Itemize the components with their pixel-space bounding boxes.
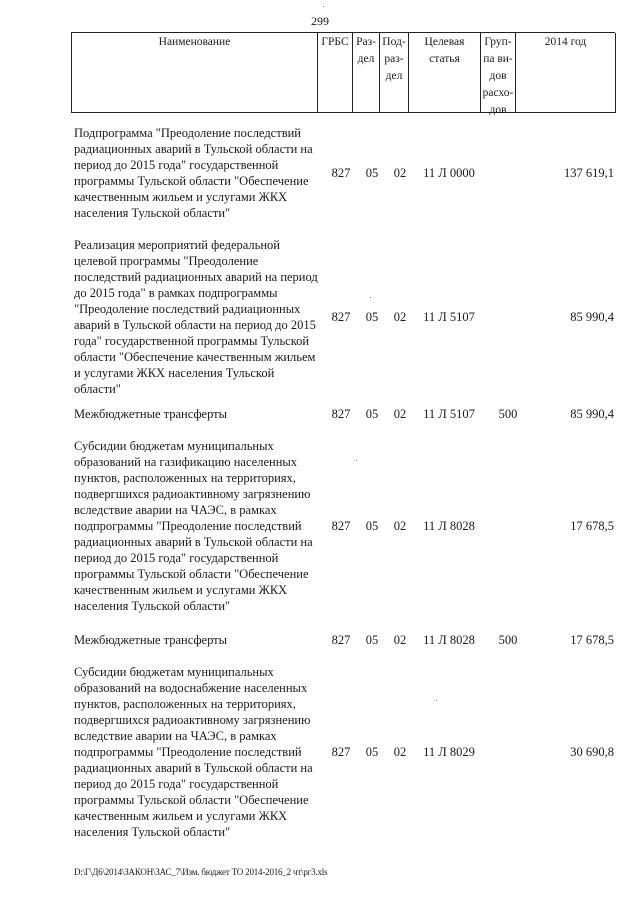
header-razdel: Раз- дел [353, 33, 380, 113]
row-grbs: 827 [331, 633, 351, 647]
row-grbs: 827 [331, 745, 351, 759]
row-podrazdel: 02 [393, 407, 407, 421]
row-razdel: 05 [365, 633, 379, 647]
row-name: Реализация мероприятий федеральной целевой программы "Преодоление последствий радиационных аварий на период до 2015 года" в рамках подпрограммы "Преодоление последствий радиационных аварий в Тульской области на период до 2015 года" государственной программы Тульской области "Обеспечение качественным жильем и услугами ЖКХ населения Тульской области" [74, 238, 318, 396]
row-razdel: 05 [365, 519, 379, 533]
scan-speck [370, 297, 371, 298]
row-sum: 85 990,4 [570, 407, 614, 421]
header-podrazdel: Под- раз- дел [380, 33, 409, 113]
row-sum: 30 690,8 [570, 745, 614, 759]
row-sum: 17 678,5 [570, 519, 614, 533]
header-gruppa: Груп- па ви- дов расхо- дов [481, 33, 516, 113]
row-name: Субсидии бюджетам муниципальных образований на газификацию населенных пунктов, расположенных на территориях, подвергшихся радиоактивному загрязнению вследствие аварии на ЧАЭС, в рамках подпрограммы "Преодоление последствий радиационных аварий в Тульской области на период до 2015 года" государственной программы Тульской области "Обеспечение качественным жильем и услугами ЖКХ населения Тульской области" [74, 439, 313, 613]
row-name: Межбюджетные трансферты [74, 407, 228, 421]
row-podrazdel: 02 [393, 745, 407, 759]
row-razdel: 05 [365, 310, 379, 324]
row-sum: 85 990,4 [570, 310, 614, 324]
row-name: Субсидии бюджетам муниципальных образований на водоснабжение населенных пунктов, расположенных на территориях, подвергшихся радиоактивному загрязнению вследствие аварии на ЧАЭС, в рамках подпрограммы "Преодоление последствий радиационных аварий в Тульской области на период до 2015 года" государственной программы Тульской области "Обеспечение качественным жильем и услугами ЖКХ населения Тульской области" [74, 665, 313, 839]
row-grbs: 827 [331, 407, 351, 421]
row-celevaya: 11 Л 8028 [423, 519, 475, 533]
row-podrazdel: 02 [393, 166, 407, 180]
row-grbs: 827 [331, 519, 351, 533]
header-celevaya: Целевая статья [409, 33, 481, 113]
scan-speck [356, 460, 357, 461]
row-name: Подпрограмма "Преодоление последствий радиационных аварий в Тульской области на период до 2015 года" государственной программы Тульской области "Обеспечение качественным жильем и услугами ЖКХ населения Тульской области" [74, 126, 313, 220]
row-sum: 17 678,5 [570, 633, 614, 647]
header-grbs: ГРБС [318, 33, 353, 113]
scan-speck [323, 6, 324, 7]
row-podrazdel: 02 [393, 633, 407, 647]
scan-speck [436, 700, 437, 701]
row-gruppa: 500 [498, 407, 518, 421]
row-gruppa: 500 [498, 633, 518, 647]
row-podrazdel: 02 [393, 519, 407, 533]
row-grbs: 827 [331, 310, 351, 324]
header-name: Наименование [72, 33, 318, 113]
table-header [71, 32, 615, 116]
row-grbs: 827 [331, 166, 351, 180]
file-path-footer: D:\Г\Д6\2014\ЗАКОН\ЗАС_7\Изм. бюджет ТО 2014-2016_2 чт\рг3.xls [74, 867, 328, 877]
row-razdel: 05 [365, 166, 379, 180]
row-podrazdel: 02 [393, 310, 407, 324]
row-name: Межбюджетные трансферты [74, 633, 228, 647]
row-razdel: 05 [365, 407, 379, 421]
page-number: 299 [311, 14, 329, 28]
row-celevaya: 11 Л 8028 [423, 633, 475, 647]
row-celevaya: 11 Л 8029 [423, 745, 475, 759]
header-year: 2014 год [516, 33, 616, 113]
row-razdel: 05 [365, 745, 379, 759]
row-celevaya: 11 Л 5107 [423, 310, 475, 324]
row-celevaya: 11 Л 0000 [423, 166, 475, 180]
row-sum: 137 619,1 [564, 166, 614, 180]
row-celevaya: 11 Л 5107 [423, 407, 475, 421]
